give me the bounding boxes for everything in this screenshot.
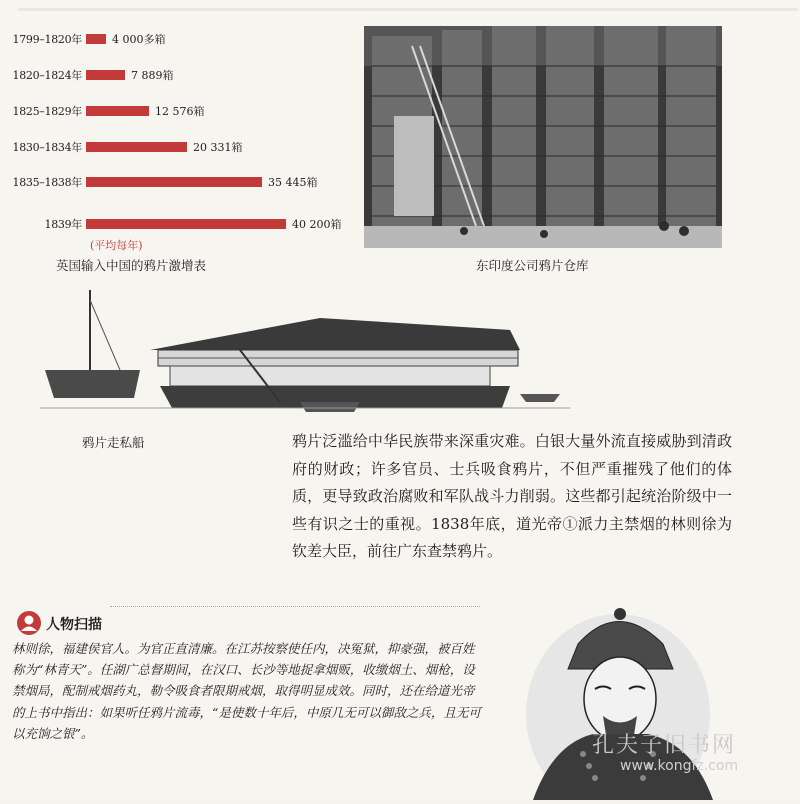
category-label	[0, 29, 82, 51]
warehouse-drawing	[364, 26, 722, 248]
bar-value-label: 12 576箱	[155, 105, 205, 118]
bar	[86, 142, 187, 152]
bar-row	[0, 172, 360, 194]
category-label-text: 1799–1820年	[12, 33, 82, 46]
person-scan-title: 人物扫描	[46, 617, 102, 633]
bar-row	[0, 137, 360, 159]
ship-drawing	[40, 290, 570, 420]
watermark-text: 孔夫子旧书网	[592, 733, 737, 758]
bar-value-label: 35 445箱	[268, 176, 318, 189]
warehouse-caption: 东印度公司鸦片仓库	[476, 258, 589, 273]
chart-caption: 英国输入中国的鸦片激增表	[56, 258, 207, 273]
bar-row	[0, 101, 360, 123]
category-label	[0, 172, 82, 194]
person-scan-text: 林则徐，福建侯官人。为官正直清廉。在江苏按察使任内，决冤狱，抑豪强，被百姓称为“林青天”。任湖广总督期间，在汉口、长沙等地捉拿烟贩，收缴烟土、烟枪，设禁烟局，配制戒烟药丸，勒令吸食者限期戒烟，取得明显成效。同时，还在给道光帝的上书中指出：如果听任鸦片流毒，“是使数十年后，中原几无可以御敌之兵，且无可以充饷之银”。	[12, 641, 481, 741]
category-label-text: 1820–1824年	[12, 69, 82, 82]
category-label	[0, 101, 82, 123]
bar-row	[0, 29, 360, 51]
bar-value-label: 7 889箱	[131, 69, 174, 82]
warehouse-illustration	[364, 26, 722, 248]
top-rule	[18, 8, 798, 11]
bar	[86, 219, 286, 229]
bar-row	[0, 65, 360, 87]
chart-note: (平均每年)	[90, 239, 143, 252]
category-label-text: 1825–1829年	[12, 105, 82, 118]
bar	[86, 34, 106, 44]
smuggling-ship-illustration	[40, 290, 570, 420]
category-label-text: 1830–1834年	[12, 141, 82, 154]
bar	[86, 177, 262, 187]
watermark-url: www.kongfz.com	[620, 758, 739, 774]
category-label-text: 1839年	[44, 218, 82, 231]
category-label-text: 1835–1838年	[12, 176, 82, 189]
opium-import-chart	[0, 22, 360, 252]
main-paragraph: 鸦片泛滥给中华民族带来深重灾难。白银大量外流直接威胁到清政府的财政；许多官员、士兵吸食鸦片，不但严重摧残了他们的体质，更导致政治腐败和军队战斗力削弱。这些都引起统治阶级中一些有识之士的重视。1838年底，道光帝①派力主禁烟的林则徐为钦差大臣，前往广东查禁鸦片。	[292, 432, 732, 560]
category-label	[0, 214, 82, 236]
ship-caption: 鸦片走私船	[82, 435, 145, 450]
bar-value-label: 40 200箱	[292, 218, 342, 231]
bar-value-label: 20 331箱	[193, 141, 243, 154]
category-label	[0, 137, 82, 159]
bar	[86, 70, 125, 80]
bar	[86, 106, 149, 116]
bar-row	[0, 214, 360, 236]
bar-value-label: 4 000多箱	[112, 33, 166, 46]
category-label	[0, 65, 82, 87]
person-scan-icon	[16, 610, 42, 636]
section-divider	[110, 606, 480, 607]
